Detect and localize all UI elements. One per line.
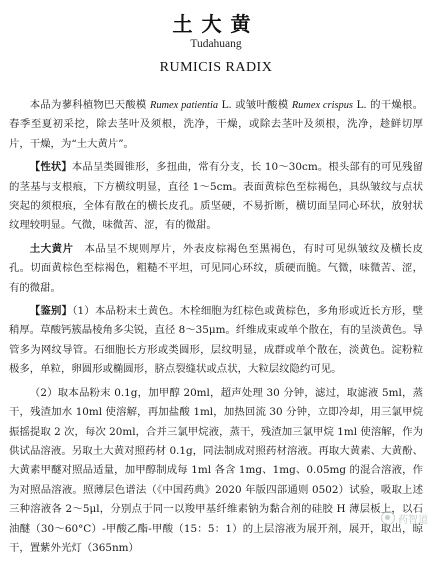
identification-item-1: （1）本品粉末土黄色。木栓细胞为红棕色或黄棕色，多角形或近长方形，壁稍厚。草酸钙簇晶棱角多尖锐，直径 8～35μm。纤维成束或单个散在，有的呈淡黄色。导管多为网纹导管。石细胞长方形或类圆形，层纹明显，成群或单个散在，淡黄色。淀粉粒极多，单粒，卵圆形或椭圆形，脐点裂缝状或点状，大粒层纹隐约可见。 bbox=[9, 305, 423, 376]
intro-text-2: L. 或皱叶酸模 bbox=[218, 99, 292, 111]
slices-heading: 土大黄片 bbox=[29, 242, 74, 255]
watermark-text: 药智道 bbox=[398, 514, 428, 526]
page-title: 土大黄 bbox=[172, 12, 260, 36]
identification-item-2: （2）取本品粉末 0.1g，加甲醇 20ml，超声处理 30 分钟，滤过，取滤液 5ml，蒸干，残渣加水 10ml 使溶解，再加盐酸 1ml，加热回流 30 分钟，立即冷却，用三氯甲烷振摇提取 2 次，每次 20ml，合并三氯甲烷液，蒸干，残渣加三氯甲烷 1ml 使溶解，作为供试品溶液。另取土大黄对照药材 0.1g，同法制成对照药材溶液。再取大黄素、大黄酚、大黄素甲醚对照品适量，加甲醇制成每 1ml 各含 1mg、1mg、0.05mg 的混合溶液，作为对照品溶液。照薄层色谱法（《中国药典》2020 年版四部通则 0502）试验，吸取上述三种溶液各 2～5μl，分别点于同一以羧甲基纤维素钠为黏合剂的硅胶 H 薄层板上，以石油醚（30～60°C）-甲酸乙酯-甲酸（15：5：1）的上层溶液为展开剂，展开，取出，晾干，置紫外光灯（365nm） bbox=[9, 386, 423, 554]
monograph-body bbox=[9, 96, 423, 562]
pinyin-name: Tudahuang bbox=[190, 38, 242, 50]
latin-name: RUMICIS RADIX bbox=[159, 60, 273, 75]
identification-heading: 【鉴别】 bbox=[29, 305, 73, 318]
slices-text: 本品呈不规则厚片，外表皮棕褐色至黑褐色，有时可见纵皱纹及横长皮孔。切面黄棕色至棕褐色，粗糙不平坦，可见同心环纹，质硬而脆。气微，味微苦、涩，有的微甜。 bbox=[9, 242, 423, 294]
species-name-1: Rumex patientia bbox=[150, 100, 219, 111]
properties-heading: 【性状】 bbox=[29, 161, 72, 174]
slices-paragraph bbox=[9, 240, 423, 298]
properties-text: 本品呈类圆锥形，多扭曲，常有分支，长 10～30cm。根头部有的可见残留的茎基与支根痕，下方横纹明显，直径 1～5cm。表面黄棕色至棕褐色，具纵皱纹与点状突起的须根痕，全体有散在的横长皮孔。质坚硬，不易折断，横切面呈同心环状，放射状纹理较明显。气微，味微苦、涩，有的微甜。 bbox=[9, 161, 423, 232]
intro-text-3: L. 的干燥根。春季至夏初采挖，除去茎叶及须根，洗净，干燥，或除去茎叶及须根，洗净，趁鲜切厚片，干燥，为“土大黄片”。 bbox=[9, 99, 423, 150]
properties-paragraph bbox=[9, 158, 423, 236]
identification-paragraph-2 bbox=[9, 384, 423, 559]
identification-paragraph-1 bbox=[9, 302, 423, 380]
intro-paragraph bbox=[9, 96, 423, 154]
species-name-2: Rumex crispus bbox=[291, 100, 353, 111]
circle-logo-icon bbox=[381, 511, 395, 525]
watermark bbox=[368, 506, 428, 530]
intro-text-1: 本品为蓼科植物巴天酸模 bbox=[29, 99, 150, 111]
